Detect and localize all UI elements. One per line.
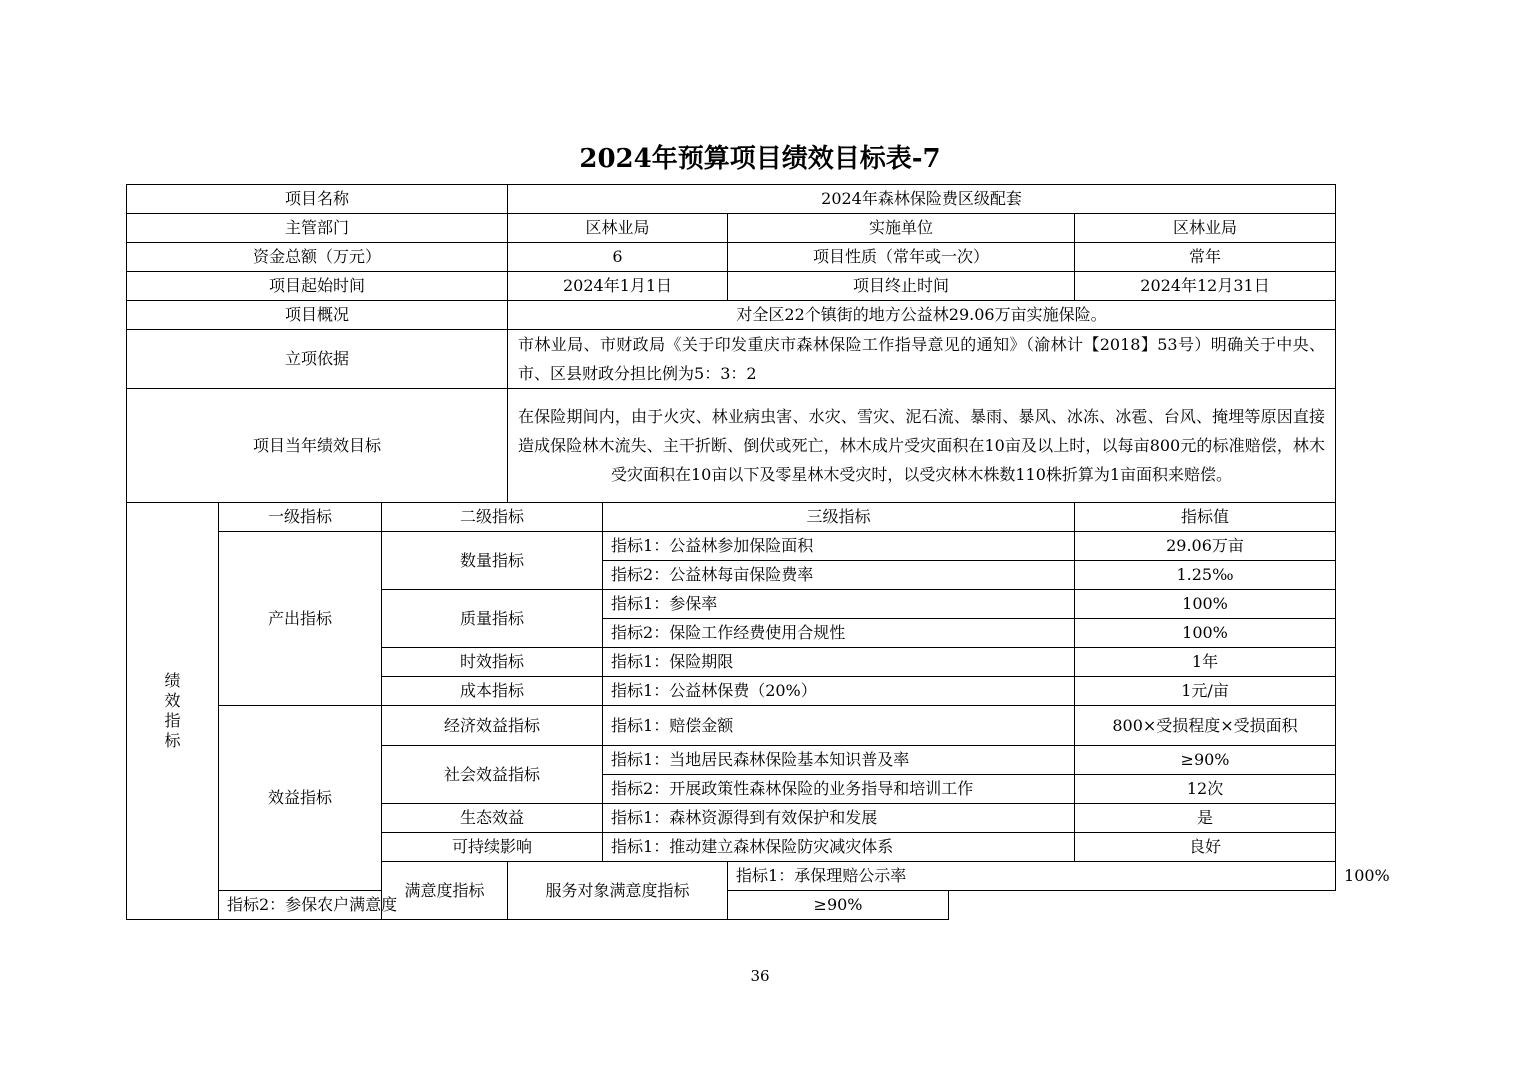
level2-ecological: 生态效益	[382, 804, 603, 833]
row-indicator-header	[127, 503, 1336, 532]
indicator-name: 指标1：推动建立森林保险防灾减灾体系	[603, 833, 1075, 862]
start-value: 2024年1月1日	[508, 272, 728, 301]
table-row	[127, 532, 1336, 561]
indicator-name: 指标1：承保理赔公示率	[728, 862, 1336, 891]
project-name-value: 2024年森林保险费区级配套	[508, 185, 1336, 214]
indicator-value: ≥90%	[728, 891, 949, 920]
level2-quality: 质量指标	[382, 590, 603, 648]
row-goal	[127, 389, 1336, 503]
header-level3: 三级指标	[603, 503, 1075, 532]
header-value: 指标值	[1075, 503, 1336, 532]
level1-benefit: 效益指标	[219, 706, 382, 891]
goal-label: 项目当年绩效目标	[127, 389, 508, 503]
header-level1: 一级指标	[219, 503, 382, 532]
overview-value: 对全区22个镇街的地方公益林29.06万亩实施保险。	[508, 301, 1336, 330]
indicator-value: 800×受损程度×受损面积	[1075, 706, 1336, 746]
fund-value: 6	[508, 243, 728, 272]
dept-value: 区林业局	[508, 214, 728, 243]
row-time	[127, 272, 1336, 301]
level2-economic: 经济效益指标	[382, 706, 603, 746]
row-department	[127, 214, 1336, 243]
indicator-name: 指标1：公益林参加保险面积	[603, 532, 1075, 561]
fund-label: 资金总额（万元）	[127, 243, 508, 272]
performance-table	[126, 184, 1390, 920]
indicator-name: 指标1：赔偿金额	[603, 706, 1075, 746]
overview-label: 项目概况	[127, 301, 508, 330]
section-char: 绩	[164, 671, 181, 690]
row-project-name	[127, 185, 1336, 214]
indicator-value: ≥90%	[1075, 746, 1336, 775]
section-label-performance-indicators	[127, 503, 219, 920]
nature-label: 项目性质（常年或一次）	[728, 243, 1075, 272]
page-number: 36	[750, 967, 770, 985]
level1-satisfaction: 满意度指标	[382, 862, 508, 920]
indicator-value: 1元/亩	[1075, 677, 1336, 706]
impl-label: 实施单位	[728, 214, 1075, 243]
indicator-name: 指标1：保险期限	[603, 648, 1075, 677]
indicator-value: 100%	[1075, 619, 1336, 648]
indicator-name: 指标1：参保率	[603, 590, 1075, 619]
dept-label: 主管部门	[127, 214, 508, 243]
level2-timeliness: 时效指标	[382, 648, 603, 677]
section-char: 效	[164, 691, 181, 710]
level2-cost: 成本指标	[382, 677, 603, 706]
level2-quantity: 数量指标	[382, 532, 603, 590]
indicator-name: 指标2：开展政策性森林保险的业务指导和培训工作	[603, 775, 1075, 804]
nature-value: 常年	[1075, 243, 1336, 272]
indicator-name: 指标2：参保农户满意度	[219, 891, 603, 920]
indicator-value: 1.25‰	[1075, 561, 1336, 590]
indicator-name: 指标1：森林资源得到有效保护和发展	[603, 804, 1075, 833]
goal-value: 在保险期间内，由于火灾、林业病虫害、水灾、雪灾、泥石流、暴雨、暴风、冰冻、冰雹、台风、掩埋等原因直接造成保险林木流失、主干折断、倒伏或死亡，林木成片受灾面积在10亩及以上时，以每亩800元的标准赔偿，林木受灾面积在10亩以下及零星林木受灾时，以受灾林木株数110株折算为1亩面积来赔偿。	[508, 389, 1336, 503]
indicator-value: 是	[1075, 804, 1336, 833]
level1-output: 产出指标	[219, 532, 382, 706]
row-fund	[127, 243, 1336, 272]
page-title: 2024年预算项目绩效目标表-7	[579, 144, 941, 174]
end-label: 项目终止时间	[728, 272, 1075, 301]
indicator-value: 1年	[1075, 648, 1336, 677]
indicator-value: 100%	[1075, 590, 1336, 619]
row-basis	[127, 330, 1336, 389]
section-char: 标	[164, 731, 181, 750]
table-row	[127, 891, 1336, 920]
indicator-value: 良好	[1075, 833, 1336, 862]
basis-label: 立项依据	[127, 330, 508, 389]
indicator-value: 12次	[1075, 775, 1336, 804]
header-level2: 二级指标	[382, 503, 603, 532]
level2-sustainable: 可持续影响	[382, 833, 603, 862]
section-char: 指	[164, 711, 181, 730]
impl-value: 区林业局	[1075, 214, 1336, 243]
indicator-name: 指标2：保险工作经费使用合规性	[603, 619, 1075, 648]
indicator-name: 指标1：当地居民森林保险基本知识普及率	[603, 746, 1075, 775]
indicator-name: 指标2：公益林每亩保险费率	[603, 561, 1075, 590]
level2-social: 社会效益指标	[382, 746, 603, 804]
row-overview	[127, 301, 1336, 330]
indicator-value: 29.06万亩	[1075, 532, 1336, 561]
basis-value: 市林业局、市财政局《关于印发重庆市森林保险工作指导意见的通知》（渝林计【2018】53号）明确关于中央、市、区县财政分担比例为5：3：2	[508, 330, 1336, 389]
end-value: 2024年12月31日	[1075, 272, 1336, 301]
table-row: 满意度指标 服务对象满意度指标 指标1：承保理赔公示率 100%	[127, 862, 1336, 891]
level2-service: 服务对象满意度指标	[508, 862, 728, 920]
table-row	[127, 706, 1336, 746]
project-name-label: 项目名称	[127, 185, 508, 214]
start-label: 项目起始时间	[127, 272, 508, 301]
indicator-name: 指标1：公益林保费（20%）	[603, 677, 1075, 706]
